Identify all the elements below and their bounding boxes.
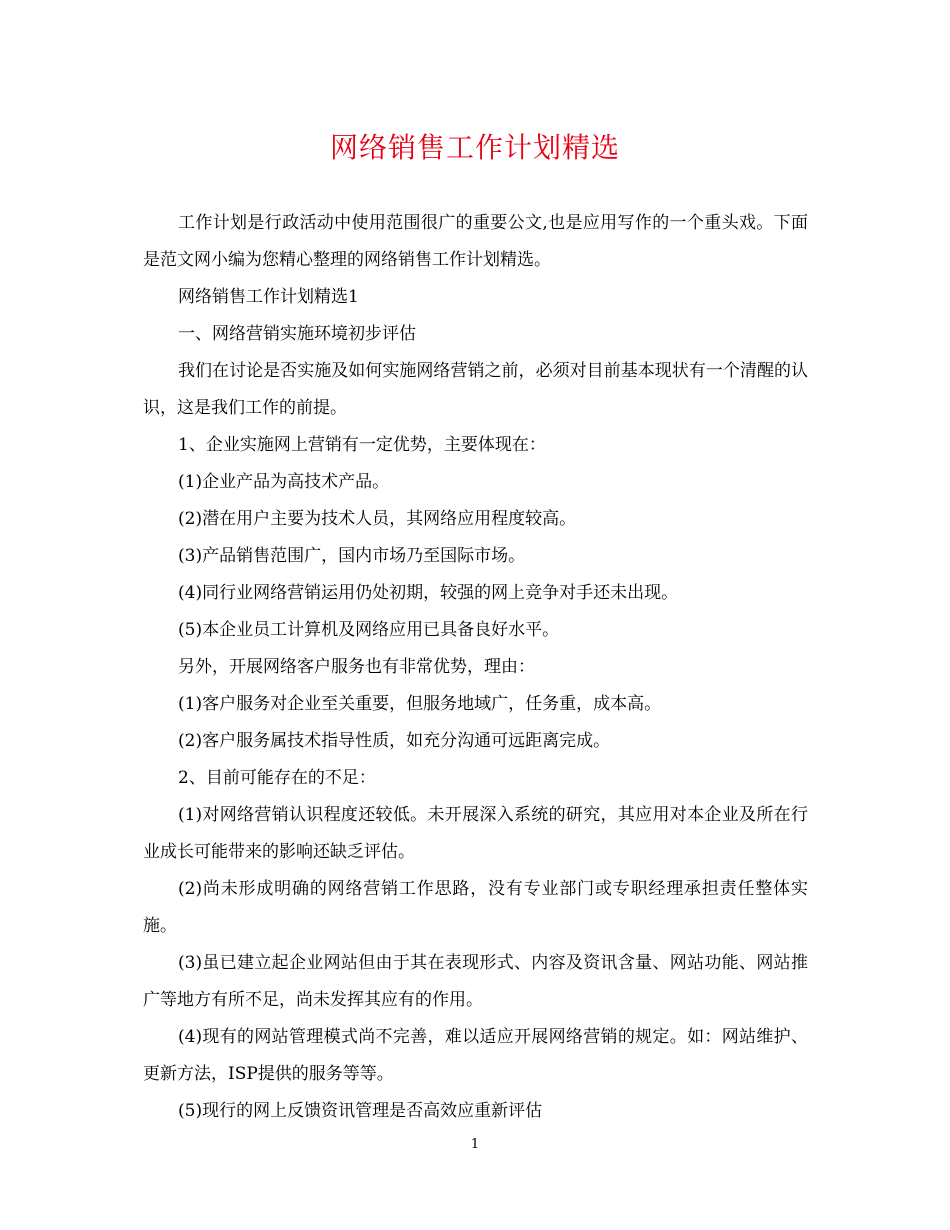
document-body: [143, 205, 808, 1130]
list-item: (3)产品销售范围广，国内市场乃至国际市场。: [178, 546, 526, 566]
list-item: (5)现行的网上反馈资讯管理是否高效应重新评估: [178, 1101, 543, 1121]
paragraph-intro: 工作计划是行政活动中使用范围很广的重要公文,也是应用写作的一个重头戏。下面是范文网小编为您精心整理的网络销售工作计划精选。: [143, 213, 808, 270]
list-item: (4)同行业网络营销运用仍处初期，较强的网上竞争对手还未出现。: [178, 583, 679, 603]
list-item: (1)对网络营销认识程度还较低。未开展深入系统的研究，其应用对本企业及所在行业成长可能带来的影响还缺乏评估。: [143, 805, 808, 862]
list-item: (2)尚未形成明确的网络营销工作思路，没有专业部门或专职经理承担责任整体实施。: [143, 879, 808, 936]
list-item: (5)本企业员工计算机及网络应用已具备良好水平。: [178, 620, 560, 640]
paragraph: 我们在讨论是否实施及如何实施网络营销之前，必须对目前基本现状有一个清醒的认识，这是我们工作的前提。: [143, 361, 808, 418]
page-number: 1: [470, 1137, 480, 1152]
list-item: (3)虽已建立起企业网站但由于其在表现形式、内容及资讯含量、网站功能、网站推广等地方有所不足，尚未发挥其应有的作用。: [143, 953, 808, 1010]
paragraph-subheading: 1、企业实施网上营销有一定优势，主要体现在：: [178, 435, 546, 455]
document-title: 网络销售工作计划精选: [329, 131, 620, 164]
list-item: (4)现有的网站管理模式尚不完善，难以适应开展网络营销的规定。如：网站维护、更新方法，ISP提供的服务等等。: [143, 1027, 808, 1084]
paragraph: 另外，开展网络客户服务也有非常优势，理由：: [178, 657, 535, 677]
list-item: (2)潜在用户主要为技术人员，其网络应用程度较高。: [178, 509, 577, 529]
paragraph-subheading: 2、目前可能存在的不足：: [178, 768, 376, 788]
list-item: (2)客户服务属技术指导性质，如充分沟通可远距离完成。: [178, 731, 611, 751]
list-item: (1)客户服务对企业至关重要，但服务地域广，任务重，成本高。: [178, 694, 662, 714]
paragraph-section-heading: 一、网络营销实施环境初步评估: [178, 324, 416, 344]
list-item: (1)企业产品为高技术产品。: [178, 472, 390, 492]
paragraph-plan-heading: 网络销售工作计划精选1: [178, 287, 359, 307]
